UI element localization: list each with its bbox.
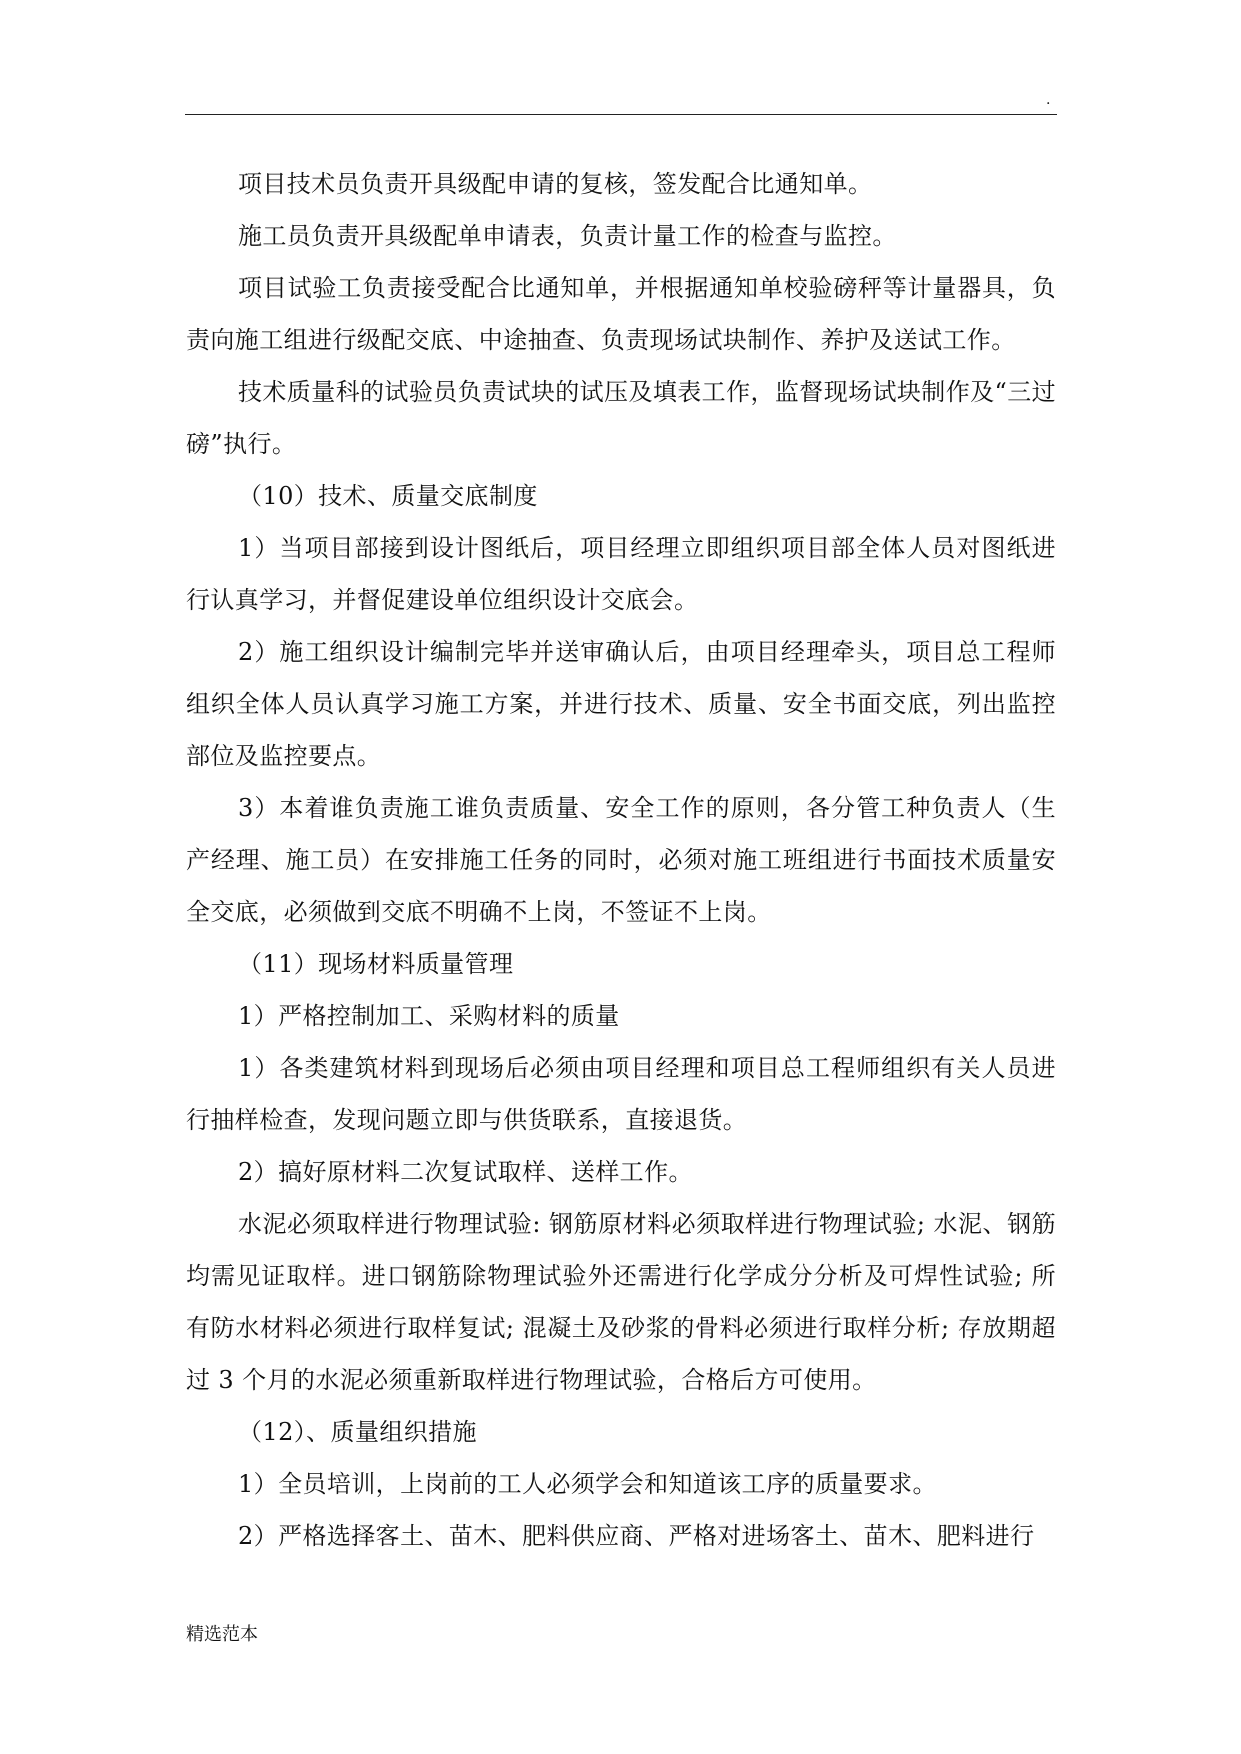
section-heading: （10）技术、质量交底制度 (238, 482, 538, 510)
paragraph: 2）严格选择客土、苗木、肥料供应商、严格对进场客土、苗木、肥料进行 (238, 1522, 1035, 1550)
paragraph: 3）本着谁负责施工谁负责质量、安全工作的原则，各分管工种负责人（生产经理、施工员）在安排施工任务的同时，必须对施工班组进行书面技术质量安全交底，必须做到交底不明确不上岗，不签证不上岗。 (186, 794, 1056, 926)
paragraph: 水泥必须取样进行物理试验: 钢筋原材料必须取样进行物理试验; 水泥、钢筋均需见证取样。进口钢筋除物理试验外还需进行化学成分分析及可焊性试验; 所有防水材料必须进行取样复试; 混凝土及砂浆的骨料必须进行取样分析; 存放期超过 3 个月的水泥必须重新取样进行物理试验，合格后方可使用。 (186, 1210, 1056, 1394)
section-heading: （12）、质量组织措施 (238, 1418, 477, 1446)
paragraph: 1）全员培训，上岗前的工人必须学会和知道该工序的质量要求。 (238, 1470, 937, 1498)
paragraph: 1）当项目部接到设计图纸后，项目经理立即组织项目部全体人员对图纸进行认真学习，并督促建设单位组织设计交底会。 (186, 534, 1056, 614)
paragraph: 技术质量科的试验员负责试块的试压及填表工作，监督现场试块制作及“三过磅”执行。 (186, 378, 1056, 458)
paragraph: 项目试验工负责接受配合比通知单，并根据通知单校验磅秤等计量器具，负责向施工组进行级配交底、中途抽查、负责现场试块制作、养护及送试工作。 (186, 274, 1056, 354)
paragraph: 1）严格控制加工、采购材料的质量 (238, 1002, 620, 1030)
paragraph: 2）搞好原材料二次复试取样、送样工作。 (238, 1158, 693, 1186)
footer-text: 精选范本 (186, 1624, 258, 1645)
header-mark: . (1046, 92, 1051, 108)
paragraph: 1）各类建筑材料到现场后必须由项目经理和项目总工程师组织有关人员进行抽样检查，发现问题立即与供货联系，直接退货。 (186, 1054, 1056, 1134)
paragraph: 项目技术员负责开具级配申请的复核，签发配合比通知单。 (238, 170, 873, 198)
paragraph: 2）施工组织设计编制完毕并送审确认后，由项目经理牵头，项目总工程师组织全体人员认真学习施工方案，并进行技术、质量、安全书面交底，列出监控部位及监控要点。 (186, 638, 1056, 770)
header-rule (185, 114, 1057, 115)
document-body (186, 158, 1056, 1562)
paragraph: 施工员负责开具级配单申请表，负责计量工作的检查与监控。 (238, 222, 897, 250)
section-heading: （11）现场材料质量管理 (238, 950, 514, 978)
